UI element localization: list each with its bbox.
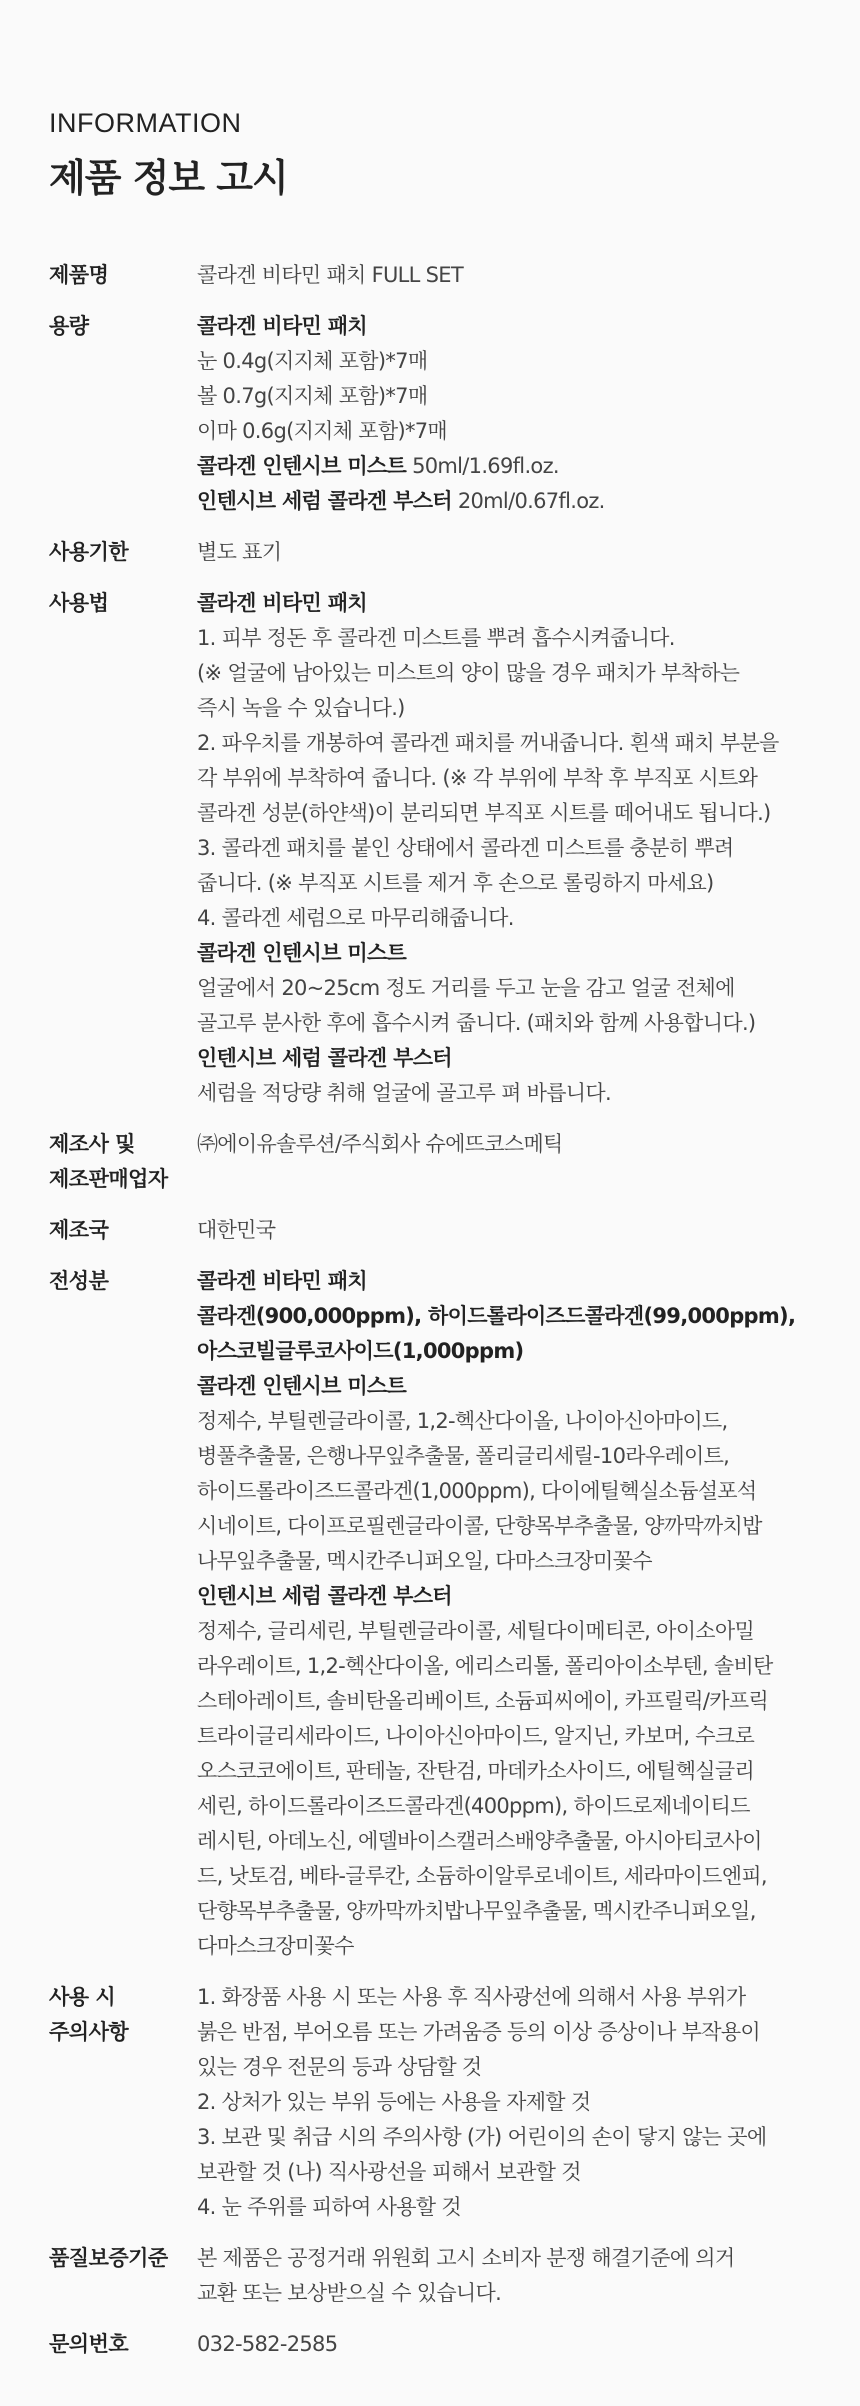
value-line: 다마스크장미꽃수 xyxy=(197,1934,354,1958)
value-line: 라우레이트, 1,2-헥산다이올, 에리스리톨, 폴리아이소부텐, 솔비탄 xyxy=(197,1654,773,1678)
row-value xyxy=(197,258,829,293)
value-line: 오스코코에이트, 판테놀, 잔탄검, 마데카소사이드, 에틸헥실글리 xyxy=(197,1759,755,1783)
value-line: ㈜에이유솔루션/주식회사 슈에뜨코스메틱 xyxy=(197,1132,563,1156)
value-line: 콜라겐(900,000ppm), 하이드롤라이즈드콜라겐(99,000ppm), xyxy=(197,1304,796,1328)
value-line: 얼굴에서 20~25cm 정도 거리를 두고 눈을 감고 얼굴 전체에 xyxy=(197,976,735,1000)
value-line: 병풀추출물, 은행나무잎추출물, 폴리글리세릴-10라우레이트, xyxy=(197,1444,730,1468)
row-label-line: 제조판매업자 xyxy=(49,1167,168,1191)
value-line: 붉은 반점, 부어오름 또는 가려움증 등의 이상 증상이나 부작용이 xyxy=(197,2020,761,2044)
product-volume: 20ml/0.67fl.oz. xyxy=(451,489,605,513)
row-value xyxy=(197,1264,829,1964)
row-value xyxy=(197,2327,829,2362)
value-line: 이마 0.6g(지지체 포함)*7매 xyxy=(197,419,448,443)
row-value xyxy=(197,1213,829,1248)
value-line: 대한민국 xyxy=(197,1218,276,1242)
row-label: 용량 xyxy=(49,314,89,338)
value-subheading: 콜라겐 비타민 패치 xyxy=(197,314,367,338)
info-row-volume xyxy=(49,309,829,519)
value-subheading: 콜라겐 비타민 패치 xyxy=(197,1269,367,1293)
row-value xyxy=(197,586,829,1111)
product-volume: 50ml/1.69fl.oz. xyxy=(406,454,559,478)
value-line: 콜라겐 비타민 패치 FULL SET xyxy=(197,263,463,287)
value-line: 스테아레이트, 솔비탄올리베이트, 소듐피씨에이, 카프릴릭/카프릭 xyxy=(197,1689,769,1713)
value-line xyxy=(197,449,829,484)
value-line: 드, 낫토검, 베타-글루칸, 소듐하이알루로네이트, 세라마이드엔피, xyxy=(197,1864,767,1888)
row-value xyxy=(197,535,829,570)
value-line: 4. 콜라겐 세럼으로 마무리해줍니다. xyxy=(197,906,514,930)
value-subheading: 인텐시브 세럼 콜라겐 부스터 xyxy=(197,1046,452,1070)
value-line: 하이드롤라이즈드콜라겐(1,000ppm), 다이에틸헥실소듐설포석 xyxy=(197,1479,757,1503)
value-subheading: 콜라겐 인텐시브 미스트 xyxy=(197,1374,407,1398)
value-line: 각 부위에 부착하여 줍니다. (※ 각 부위에 부착 후 부직포 시트와 xyxy=(197,766,758,790)
value-line: 볼 0.7g(지지체 포함)*7매 xyxy=(197,384,428,408)
row-label xyxy=(49,1127,197,1197)
row-value xyxy=(197,1980,829,2225)
value-line: 2. 파우치를 개봉하여 콜라겐 패치를 꺼내줍니다. 흰색 패치 부분을 xyxy=(197,731,779,755)
row-value xyxy=(197,309,829,519)
page-title: 제품 정보 고시 xyxy=(49,156,288,200)
value-line: 1. 화장품 사용 시 또는 사용 후 직사광선에 의해서 사용 부위가 xyxy=(197,1985,746,2009)
value-line: 아스코빌글루코사이드(1,000ppm) xyxy=(197,1339,524,1363)
value-line: 1. 피부 정돈 후 콜라겐 미스트를 뿌려 흡수시켜줍니다. xyxy=(197,626,675,650)
value-line: 세럼을 적당량 취해 얼굴에 골고루 펴 바릅니다. xyxy=(197,1081,611,1105)
row-label: 사용기한 xyxy=(49,540,129,564)
value-line: 보관할 것 (나) 직사광선을 피해서 보관할 것 xyxy=(197,2160,581,2184)
info-row-ingredients xyxy=(49,1264,829,1964)
product-name-bold: 인텐시브 세럼 콜라겐 부스터 xyxy=(197,489,452,513)
value-line: 정제수, 글리세린, 부틸렌글라이콜, 세틸다이메티콘, 아이소아밀 xyxy=(197,1619,755,1643)
value-line xyxy=(197,484,829,519)
value-line: 콜라겐 성분(하얀색)이 분리되면 부직포 시트를 떼어내도 됩니다.) xyxy=(197,801,771,825)
row-label-line: 제조사 및 xyxy=(49,1132,135,1156)
section-eyebrow: INFORMATION xyxy=(49,108,242,138)
info-row-country xyxy=(49,1213,829,1248)
info-row-usage xyxy=(49,586,829,1111)
phone-number: 032-582-2585 xyxy=(197,2332,338,2356)
value-line: 트라이글리세라이드, 나이아신아마이드, 알지닌, 카보머, 수크로 xyxy=(197,1724,755,1748)
info-row-product-name xyxy=(49,258,829,293)
value-line: 즉시 녹을 수 있습니다.) xyxy=(197,696,405,720)
info-row-manufacturer xyxy=(49,1127,829,1197)
row-value xyxy=(197,2241,829,2311)
value-line: 3. 콜라겐 패치를 붙인 상태에서 콜라겐 미스트를 충분히 뿌려 xyxy=(197,836,734,860)
value-line: 단향목부추출물, 양까막까치밥나무잎추출물, 멕시칸주니퍼오일, xyxy=(197,1899,756,1923)
value-line: 정제수, 부틸렌글라이콜, 1,2-헥산다이올, 나이아신아마이드, xyxy=(197,1409,728,1433)
row-label-line: 주의사항 xyxy=(49,2020,129,2044)
info-row-expiry xyxy=(49,535,829,570)
value-line: 눈 0.4g(지지체 포함)*7매 xyxy=(197,349,428,373)
value-line: 나무잎추출물, 멕시칸주니퍼오일, 다마스크장미꽃수 xyxy=(197,1549,652,1573)
row-label xyxy=(49,1980,197,2225)
value-subheading: 인텐시브 세럼 콜라겐 부스터 xyxy=(197,1584,452,1608)
row-value xyxy=(197,1127,829,1197)
value-line: 세린, 하이드롤라이즈드콜라겐(400ppm), 하이드로제네이티드 xyxy=(197,1794,750,1818)
info-row-contact xyxy=(49,2327,829,2362)
value-line: 4. 눈 주위를 피하여 사용할 것 xyxy=(197,2195,461,2219)
value-line: 있는 경우 전문의 등과 상담할 것 xyxy=(197,2055,482,2079)
value-line: 교환 또는 보상받으실 수 있습니다. xyxy=(197,2281,502,2305)
value-line: 시네이트, 다이프로필렌글라이콜, 단향목부추출물, 양까막까치밥 xyxy=(197,1514,762,1538)
row-label: 제조국 xyxy=(49,1218,109,1242)
row-label: 사용법 xyxy=(49,591,109,615)
row-label: 품질보증기준 xyxy=(49,2246,168,2270)
value-line: 골고루 분사한 후에 흡수시켜 줍니다. (패치와 함께 사용합니다.) xyxy=(197,1011,756,1035)
value-line: 2. 상처가 있는 부위 등에는 사용을 자제할 것 xyxy=(197,2090,591,2114)
info-row-caution xyxy=(49,1980,829,2225)
value-line: 줍니다. (※ 부직포 시트를 제거 후 손으로 롤링하지 마세요) xyxy=(197,871,714,895)
value-line: 별도 표기 xyxy=(197,540,282,564)
row-label-line: 사용 시 xyxy=(49,1985,116,2009)
value-line: 3. 보관 및 취급 시의 주의사항 (가) 어린이의 손이 닿지 않는 곳에 xyxy=(197,2125,767,2149)
info-row-quality xyxy=(49,2241,829,2311)
value-line: (※ 얼굴에 남아있는 미스트의 양이 많을 경우 패치가 부착하는 xyxy=(197,661,740,685)
row-label: 제품명 xyxy=(49,263,109,287)
row-label: 문의번호 xyxy=(49,2332,129,2356)
value-subheading: 콜라겐 비타민 패치 xyxy=(197,591,367,615)
info-table xyxy=(49,258,829,2378)
product-name-bold: 콜라겐 인텐시브 미스트 xyxy=(197,454,407,478)
value-line: 레시틴, 아데노신, 에델바이스캘러스배양추출물, 아시아티코사이 xyxy=(197,1829,762,1853)
value-subheading: 콜라겐 인텐시브 미스트 xyxy=(197,941,407,965)
value-line: 본 제품은 공정거래 위원회 고시 소비자 분쟁 해결기준에 의거 xyxy=(197,2246,735,2270)
row-label: 전성분 xyxy=(49,1269,109,1293)
